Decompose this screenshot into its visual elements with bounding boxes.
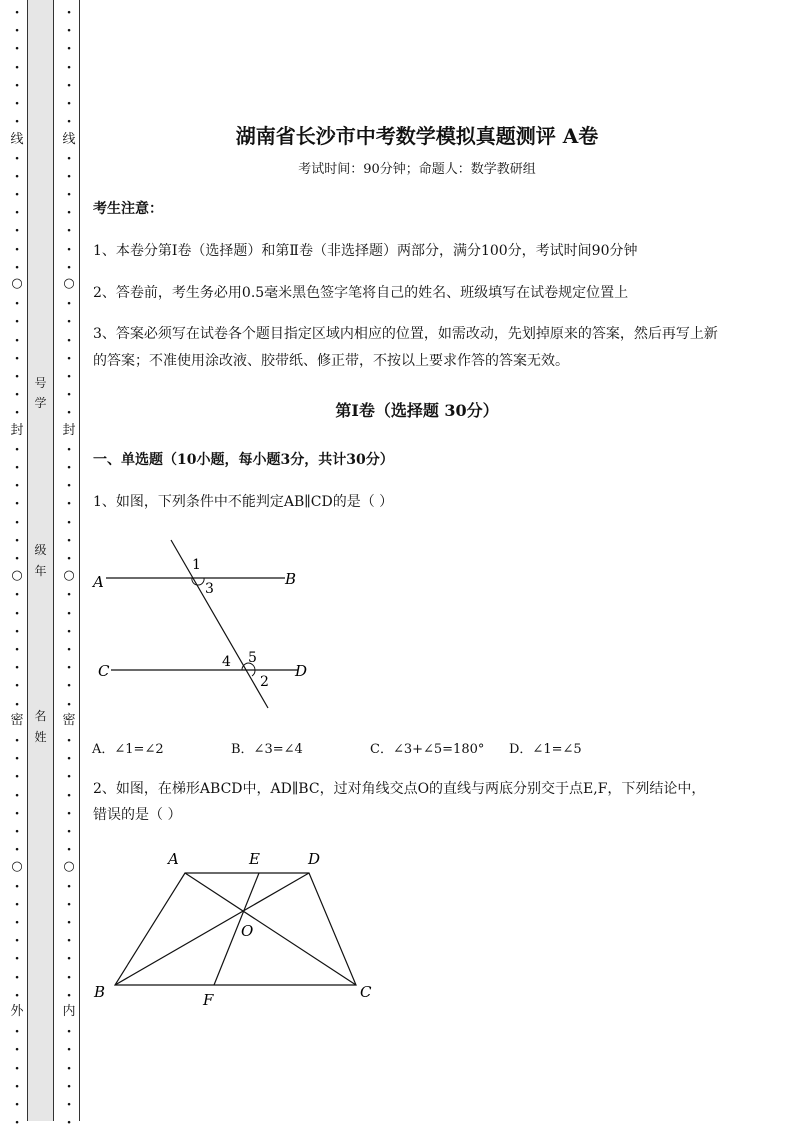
- q2-label-o: O: [241, 922, 254, 940]
- binding-dot: ·: [66, 933, 72, 949]
- bind-right-feng: 封: [62, 423, 76, 438]
- binding-dot: ·: [14, 1079, 20, 1095]
- binding-dot: ·: [14, 460, 20, 476]
- binding-dot: ·: [66, 533, 72, 549]
- binding-dot: ·: [66, 260, 72, 276]
- diagonal-ac: [185, 873, 356, 985]
- bind-left-xian: 线: [10, 132, 24, 147]
- binding-dot: ·: [66, 806, 72, 822]
- section-title: 第I卷（选择题 30分）: [335, 401, 499, 420]
- binding-dot: ·: [66, 351, 72, 367]
- binding-dot: ·: [66, 606, 72, 622]
- binding-dot: ·: [14, 223, 20, 239]
- binding-dot: ·: [66, 223, 72, 239]
- binding-dot: ·: [14, 187, 20, 203]
- q2-stem-line-2: 错误的是（ ）: [93, 807, 182, 823]
- binding-dot: ·: [14, 496, 20, 512]
- binding-dot: ·: [66, 897, 72, 913]
- binding-dot: ·: [14, 387, 20, 403]
- binding-dot: ·: [14, 5, 20, 21]
- binding-dot: ·: [66, 624, 72, 640]
- binding-dot: ·: [14, 933, 20, 949]
- binding-dots-right: [62, 0, 76, 1131]
- binding-dot: ·: [14, 642, 20, 658]
- q2-label-c: C: [360, 983, 372, 1001]
- binding-dot: ·: [14, 442, 20, 458]
- binding-dot: ·: [14, 369, 20, 385]
- binding-dot: ·: [14, 769, 20, 785]
- binding-dot: ·: [14, 151, 20, 167]
- binding-dot: ·: [66, 1115, 72, 1131]
- binding-dot: ·: [66, 879, 72, 895]
- q1-figure: [88, 535, 328, 715]
- binding-dot: ·: [66, 5, 72, 21]
- notice-item-3-line-2: 的答案；不准使用涂改液、胶带纸、修正带，不按以上要求作答的答案无效。: [93, 353, 569, 369]
- binding-dot: ·: [66, 1079, 72, 1095]
- binding-dot: ·: [66, 96, 72, 112]
- binding-dot: ·: [14, 824, 20, 840]
- binding-dot: ·: [66, 460, 72, 476]
- binding-dot: ·: [66, 660, 72, 676]
- bind-right-circle-3: ○: [63, 859, 75, 874]
- q1-option-b[interactable]: B．∠3=∠4: [231, 742, 303, 757]
- field-grade-2: 年: [34, 564, 47, 578]
- binding-dot: ·: [14, 788, 20, 804]
- binding-dot: ·: [14, 551, 20, 567]
- binding-dot: ·: [14, 515, 20, 531]
- bind-left-wai: 外: [10, 1004, 24, 1019]
- binding-dot: ·: [14, 915, 20, 931]
- q1-option-d[interactable]: D．∠1=∠5: [509, 742, 582, 757]
- trapezoid-abcd: [115, 873, 356, 985]
- binding-dot: ·: [66, 205, 72, 221]
- binding-dot: ·: [14, 678, 20, 694]
- angle-arc-2: [252, 670, 255, 676]
- binding-dot: ·: [14, 624, 20, 640]
- bind-left-feng: 封: [10, 423, 24, 438]
- bind-right-circle-1: ○: [63, 276, 75, 291]
- binding-dot: ·: [14, 660, 20, 676]
- q1-label-angle-3: 3: [205, 581, 214, 597]
- binding-dot: ·: [14, 351, 20, 367]
- q2-figure: [88, 845, 378, 1015]
- q1-label-angle-5: 5: [248, 650, 257, 666]
- notice-heading: 考生注意：: [93, 201, 163, 217]
- field-name-2: 姓: [34, 730, 47, 744]
- binding-dot: ·: [14, 23, 20, 39]
- binding-dot: ·: [14, 606, 20, 622]
- q1-label-angle-4: 4: [222, 654, 231, 670]
- binding-margin: [0, 0, 84, 1131]
- binding-dot: ·: [14, 260, 20, 276]
- binding-dot: ·: [14, 879, 20, 895]
- q1-option-a[interactable]: A．∠1=∠2: [92, 742, 164, 757]
- binding-dot: ·: [14, 587, 20, 603]
- bind-right-circle-2: ○: [63, 568, 75, 583]
- binding-dot: ·: [66, 842, 72, 858]
- binding-band: [27, 0, 54, 1121]
- notice-item-3-line-1: 3、答案必须写在试卷各个题目指定区域内相应的位置，如需改动，先划掉原来的答案，然后再写上新: [93, 326, 718, 342]
- binding-dot: ·: [66, 78, 72, 94]
- binding-dot: ·: [66, 788, 72, 804]
- binding-dot: ·: [66, 169, 72, 185]
- binding-dot: ·: [66, 41, 72, 57]
- binding-dot: ·: [66, 187, 72, 203]
- q2-label-d: D: [308, 850, 321, 868]
- binding-dots-left: [10, 0, 24, 1131]
- binding-dot: ·: [66, 1024, 72, 1040]
- q2-label-b: B: [94, 983, 106, 1001]
- binding-dot: ·: [14, 169, 20, 185]
- part-heading: 一、单选题（10小题，每小题3分，共计30分）: [93, 452, 394, 468]
- binding-dot: ·: [14, 114, 20, 130]
- bind-left-circle-3: ○: [11, 859, 23, 874]
- q2-label-a: A: [168, 850, 179, 868]
- q1-label-angle-1: 1: [192, 557, 201, 573]
- angle-arc-3: [198, 578, 204, 585]
- binding-dot: ·: [66, 442, 72, 458]
- q2-label-f: F: [203, 991, 214, 1009]
- q2-label-e: E: [249, 850, 260, 868]
- binding-dot: ·: [14, 96, 20, 112]
- notice-item-1: 1、本卷分第I卷（选择题）和第Ⅱ卷（非选择题）两部分，满分100分，考试时间90分钟: [93, 243, 638, 259]
- binding-dot: ·: [66, 751, 72, 767]
- field-grade-1: 级: [34, 543, 47, 557]
- binding-dot: ·: [14, 60, 20, 76]
- binding-dot: ·: [14, 970, 20, 986]
- binding-dot: ·: [14, 733, 20, 749]
- binding-rule: [79, 0, 80, 1121]
- q2-stem-line-1: 2、如图，在梯形ABCD中，AD∥BC，过对角线交点O的直线与两底分别交于点E,F，下列结论中，: [93, 781, 706, 797]
- binding-dot: ·: [14, 1024, 20, 1040]
- bind-left-circle-2: ○: [11, 568, 23, 583]
- binding-dot: ·: [66, 678, 72, 694]
- binding-dot: ·: [14, 78, 20, 94]
- q1-label-c: C: [98, 662, 110, 680]
- binding-dot: ·: [66, 970, 72, 986]
- binding-dot: ·: [66, 387, 72, 403]
- binding-dot: ·: [14, 1097, 20, 1113]
- binding-dot: ·: [66, 551, 72, 567]
- binding-dot: ·: [66, 824, 72, 840]
- bind-left-circle-1: ○: [11, 276, 23, 291]
- q1-label-angle-2: 2: [260, 674, 269, 690]
- binding-dot: ·: [66, 369, 72, 385]
- binding-dot: ·: [14, 751, 20, 767]
- transversal: [171, 540, 268, 708]
- binding-dot: ·: [66, 405, 72, 421]
- binding-dot: ·: [66, 988, 72, 1004]
- q1-stem: 1、如图，下列条件中不能判定AB∥CD的是（ ）: [93, 494, 394, 510]
- bind-right-mi: 密: [62, 713, 76, 728]
- binding-dot: ·: [66, 642, 72, 658]
- binding-dot: ·: [14, 41, 20, 57]
- binding-dot: ·: [66, 1061, 72, 1077]
- binding-dot: ·: [66, 1042, 72, 1058]
- binding-dot: ·: [66, 296, 72, 312]
- binding-dot: ·: [66, 733, 72, 749]
- binding-dot: ·: [14, 242, 20, 258]
- bind-right-nei: 内: [62, 1004, 76, 1019]
- binding-dot: ·: [14, 951, 20, 967]
- field-name-1: 名: [34, 709, 47, 723]
- field-student-id-1: 号: [34, 376, 47, 390]
- diagonal-bd: [115, 873, 309, 985]
- q1-label-d: D: [295, 662, 308, 680]
- binding-dot: ·: [66, 478, 72, 494]
- binding-dot: ·: [14, 988, 20, 1004]
- binding-dot: ·: [66, 587, 72, 603]
- binding-dot: ·: [66, 242, 72, 258]
- binding-dot: ·: [66, 515, 72, 531]
- binding-dot: ·: [66, 314, 72, 330]
- exam-title: 湖南省长沙市中考数学模拟真题测评 A卷: [235, 124, 599, 148]
- binding-dot: ·: [14, 296, 20, 312]
- binding-dot: ·: [66, 951, 72, 967]
- binding-dot: ·: [66, 23, 72, 39]
- notice-item-2: 2、答卷前，考生务必用0.5毫米黑色签字笔将自己的姓名、班级填写在试卷规定位置上: [93, 285, 629, 301]
- bind-left-mi: 密: [10, 713, 24, 728]
- binding-dot: ·: [14, 478, 20, 494]
- binding-dot: ·: [14, 533, 20, 549]
- binding-dot: ·: [66, 915, 72, 931]
- q1-option-c[interactable]: C．∠3+∠5=180°: [370, 742, 485, 757]
- binding-dot: ·: [14, 205, 20, 221]
- binding-dot: ·: [14, 842, 20, 858]
- bind-right-xian: 线: [62, 132, 76, 147]
- q1-label-b: B: [285, 570, 297, 588]
- binding-dot: ·: [66, 333, 72, 349]
- binding-dot: ·: [66, 151, 72, 167]
- binding-dot: ·: [14, 333, 20, 349]
- binding-dot: ·: [66, 496, 72, 512]
- binding-dot: ·: [14, 1115, 20, 1131]
- binding-dot: ·: [66, 1097, 72, 1113]
- binding-dot: ·: [14, 897, 20, 913]
- binding-dot: ·: [66, 114, 72, 130]
- binding-dot: ·: [14, 806, 20, 822]
- q1-label-a: A: [93, 573, 104, 591]
- binding-dot: ·: [66, 697, 72, 713]
- binding-dot: ·: [14, 314, 20, 330]
- binding-dot: ·: [14, 1061, 20, 1077]
- exam-subtitle: 考试时间：90分钟；命题人：数学教研组: [298, 162, 536, 177]
- field-student-id-2: 学: [34, 396, 47, 410]
- binding-dot: ·: [66, 769, 72, 785]
- binding-dot: ·: [14, 405, 20, 421]
- binding-dot: ·: [66, 60, 72, 76]
- binding-dot: ·: [14, 1042, 20, 1058]
- binding-dot: ·: [14, 697, 20, 713]
